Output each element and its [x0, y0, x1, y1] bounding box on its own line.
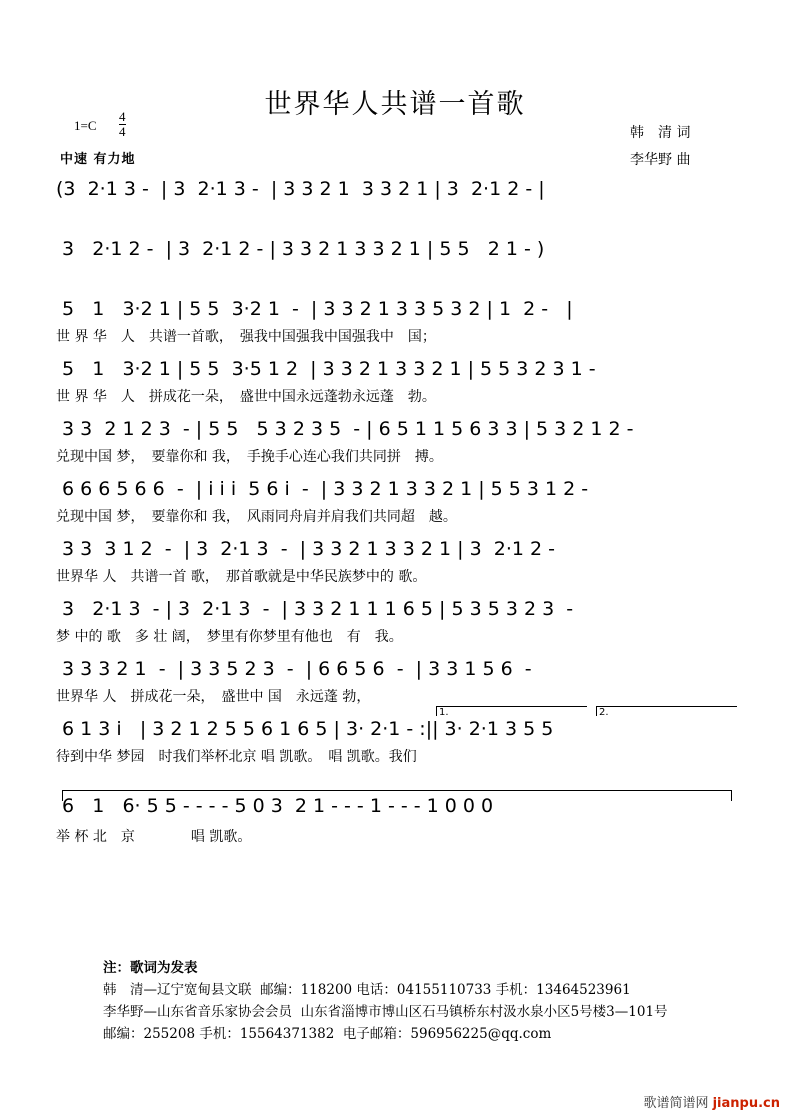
time-signature-denominator: 4: [119, 123, 126, 139]
notation-line: 6 1 6· 5 5 - - - - 5 0 3 2 1 - - - 1 - - - 1 0 0 0: [56, 794, 494, 817]
credit-lyricist: 韩 清 词: [630, 125, 691, 141]
lyrics-line: 梦 中的 歌 多 壮 阔， 梦里有你梦里有他也 有 我。: [56, 629, 403, 645]
footnote-line-3: 李华野—山东省音乐家协会会员 山东省淄博市博山区石马镇桥东村汲水泉小区5号楼3—101号: [103, 1003, 668, 1020]
footnotes: [103, 958, 668, 1045]
credit-composer: 李华野 曲: [630, 151, 691, 168]
music-system: [56, 707, 734, 772]
music-system: [56, 352, 734, 412]
repeat-ending-1-label: 1.: [439, 707, 449, 718]
time-signature-numerator: 4: [119, 109, 126, 124]
time-signature: [119, 110, 126, 138]
system-spacer: [56, 772, 734, 786]
footnote-line-1: 注：歌词为发表: [103, 960, 198, 976]
music-system: [56, 472, 734, 532]
notation-row: [56, 592, 734, 626]
music-system: [56, 652, 734, 712]
notation-line: 6 1 3 i | 3 2 1 2 5 5 6 1 6 5 | 3· 2·1 - :|| 3· 2·1 3 5 5: [56, 717, 554, 740]
tempo-marking: 中速 有力地: [60, 152, 136, 167]
lyrics-row: [56, 506, 734, 532]
notation-line: 5 1 3·2 1 | 5 5 3·2 1 - | 3 3 2 1 3 3 5 3 2 | 1 2 - |: [56, 297, 573, 320]
footnote-line-2: 韩 清—辽宁宽甸县文联 邮编：118200 电话：04155110733 手机：13464523961: [103, 981, 631, 998]
key-signature: 1=C: [74, 118, 97, 133]
lyrics-row: [56, 566, 734, 592]
notation-row: [56, 652, 734, 686]
notation-line: 3 2·1 2 - | 3 2·1 2 - | 3 3 2 1 3 3 2 1 | 5 5 2 1 - ): [56, 237, 545, 260]
notation-row: [56, 412, 734, 446]
notation-line: 3 2·1 3 - | 3 2·1 3 - | 3 3 2 1 1 1 6 5 | 5 3 5 3 2 3 -: [56, 597, 574, 620]
lyrics-line: 世界华 人 拼成花一朵， 盛世中 国 永远蓬 勃，: [56, 689, 371, 705]
notation-row: [56, 786, 734, 826]
music-system: [56, 412, 734, 472]
lyrics-row: [56, 386, 734, 412]
lyrics-line: 待到中华 梦园 时我们举杯北京 唱 凯歌。 唱 凯歌。我们: [56, 749, 417, 765]
watermark-site-url: jianpu.cn: [712, 1096, 780, 1111]
notation-line: 6 6 6 5 6 6 - | i i i 5 6 i - | 3 3 2 1 3 3 2 1 | 5 5 3 1 2 -: [56, 477, 589, 500]
notation-line: 3 3 3 2 1 - | 3 3 5 2 3 - | 6 6 5 6 - | 3 3 1 5 6 -: [56, 657, 532, 680]
music-system: [56, 292, 734, 352]
notation-line: 3 3 3 1 2 - | 3 2·1 3 - | 3 3 2 1 3 3 2 1 | 3 2·1 2 -: [56, 537, 555, 560]
lyrics-row: [56, 446, 734, 472]
lyrics-row: [56, 266, 734, 292]
credits: [630, 120, 690, 173]
footnote-line-4: 邮编：255208 手机：15564371382 电子邮箱：596956225@qq.com: [103, 1025, 552, 1042]
lyrics-row: [56, 826, 734, 852]
lyrics-line: 举 杯 北 京 唱 凯歌。: [56, 829, 252, 845]
lyrics-row: [56, 326, 734, 352]
lyrics-line: 世界华 人 共谱一首 歌， 那首歌就是中华民族梦中的 歌。: [56, 569, 427, 585]
lyrics-row: [56, 746, 734, 772]
notation-line: 5 1 3·2 1 | 5 5 3·5 1 2 | 3 3 2 1 3 3 2 1 | 5 5 3 2 3 1 -: [56, 357, 596, 380]
watermark-site-name: 歌谱简谱网: [643, 1096, 709, 1111]
repeat-ending-2-label: 2.: [599, 707, 609, 718]
notation-row: [56, 172, 734, 206]
music-system: [56, 786, 734, 852]
music-system: [56, 172, 734, 232]
lyrics-line: 世 界 华 人 共谱一首歌， 强我中国强我中国强我中 国；: [56, 329, 436, 345]
page-title: 世界华人共谱一首歌: [264, 89, 526, 120]
notation-row: [56, 472, 734, 506]
lyrics-line: 兑现中国 梦， 要靠你和 我， 风雨同舟肩并肩我们共同超 越。: [56, 509, 457, 525]
music-systems: [56, 172, 734, 852]
music-system: [56, 592, 734, 652]
lyrics-row: [56, 626, 734, 652]
music-system: [56, 532, 734, 592]
music-system: [56, 232, 734, 292]
notation-row: [56, 292, 734, 326]
notation-row: [56, 712, 734, 746]
notation-line: (3 2·1 3 - | 3 2·1 3 - | 3 3 2 1 3 3 2 1 | 3 2·1 2 - |: [56, 177, 545, 200]
watermark: [643, 1092, 780, 1111]
lyrics-row: [56, 206, 734, 232]
notation-row: [56, 232, 734, 266]
notation-line: 3 3 2 1 2 3 - | 5 5 5 3 2 3 5 - | 6 5 1 1 5 6 3 3 | 5 3 2 1 2 -: [56, 417, 634, 440]
lyrics-line: 世 界 华 人 拼成花一朵， 盛世中国永远蓬勃永远蓬 勃。: [56, 389, 436, 405]
notation-row: [56, 532, 734, 566]
lyrics-line: 兑现中国 梦， 要靠你和 我， 手挽手心连心我们共同拼 搏。: [56, 449, 443, 465]
notation-row: [56, 352, 734, 386]
